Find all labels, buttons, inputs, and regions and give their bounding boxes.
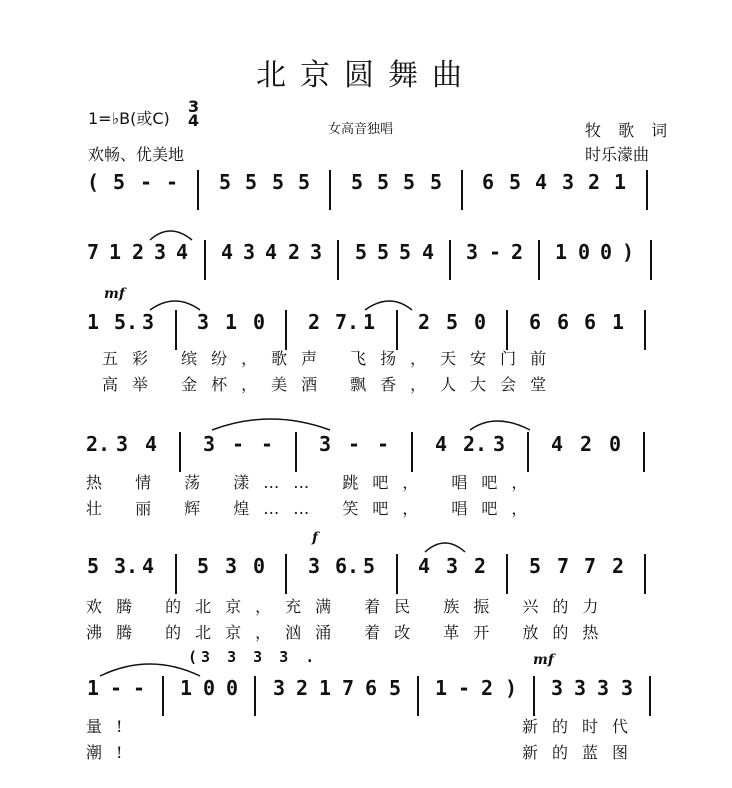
- note: 5: [354, 240, 368, 264]
- song-title: 北京圆舞曲: [256, 58, 476, 93]
- note: 2: [295, 676, 309, 700]
- note: -: [165, 170, 179, 194]
- note: 3.: [114, 554, 139, 578]
- note: 5: [528, 554, 542, 578]
- note: -: [347, 432, 361, 456]
- slur: [365, 301, 412, 310]
- note: 2: [510, 240, 524, 264]
- note: 0: [252, 310, 266, 334]
- note: 5: [362, 554, 376, 578]
- note: 5: [376, 170, 390, 194]
- note: 2: [307, 310, 321, 334]
- note: 3: [224, 554, 238, 578]
- note: 6: [364, 676, 378, 700]
- note: 3: [318, 432, 332, 456]
- time-signature-top: 3: [188, 97, 200, 116]
- note: -: [231, 432, 245, 456]
- note: 4: [264, 240, 278, 264]
- note: 5: [112, 170, 126, 194]
- note: 3: [620, 676, 634, 700]
- note: 4: [534, 170, 548, 194]
- note: (: [86, 170, 100, 194]
- note: 1: [179, 676, 193, 700]
- key-signature: 1=♭B(或C): [88, 109, 170, 128]
- note: 4: [417, 554, 431, 578]
- note: -: [376, 432, 390, 456]
- note: 3: [141, 310, 155, 334]
- performance-note: 女高音独唱: [328, 122, 394, 137]
- note: 1: [86, 310, 100, 334]
- note: 2: [417, 310, 431, 334]
- note: 7.: [335, 310, 360, 334]
- note: 3: [272, 676, 286, 700]
- note: 1: [611, 310, 625, 334]
- note: 3: [309, 240, 323, 264]
- note: 3: [561, 170, 575, 194]
- note: 6: [583, 310, 597, 334]
- note: 3: [196, 310, 210, 334]
- note: 2.: [463, 432, 488, 456]
- note: 1: [434, 676, 448, 700]
- time-signature-bottom: 4: [188, 111, 200, 130]
- slur: [425, 543, 465, 552]
- note: 5: [388, 676, 402, 700]
- note: 6: [556, 310, 570, 334]
- note: 4: [141, 554, 155, 578]
- note: 5: [398, 240, 412, 264]
- note: 3: [550, 676, 564, 700]
- lyric-line: 新的时代: [522, 717, 643, 736]
- note: 4: [434, 432, 448, 456]
- note: -: [109, 676, 123, 700]
- lyric-line: 新的蓝图: [522, 743, 643, 762]
- cue-notes: (3 3 3 3 .: [188, 648, 319, 666]
- lyricist-credit: 牧 歌 词: [585, 121, 674, 140]
- note: -: [260, 432, 274, 456]
- note: 5: [376, 240, 390, 264]
- note: 2: [480, 676, 494, 700]
- lyric-line: 壮 丽 辉 煌…… 笑吧， 唱吧，: [86, 499, 542, 518]
- note: -: [139, 170, 153, 194]
- note: 5: [297, 170, 311, 194]
- note: 5.: [114, 310, 139, 334]
- note: 3: [465, 240, 479, 264]
- note: 6.: [335, 554, 360, 578]
- lyric-line: 欢腾 的北京，充满 着民 族振 兴的力: [86, 597, 613, 616]
- note: 0: [577, 240, 591, 264]
- note: 3: [115, 432, 129, 456]
- dynamic-mf: mf: [104, 286, 125, 302]
- slur: [212, 419, 330, 430]
- note: 2: [473, 554, 487, 578]
- note: 1: [613, 170, 627, 194]
- note: 0: [599, 240, 613, 264]
- note: 1: [86, 676, 100, 700]
- note: 7: [556, 554, 570, 578]
- note: 3: [596, 676, 610, 700]
- note: 1: [362, 310, 376, 334]
- composer-credit: 时乐濛曲: [585, 145, 650, 164]
- note: 4: [144, 432, 158, 456]
- note: 3: [307, 554, 321, 578]
- slur: [150, 231, 192, 240]
- note: 0: [252, 554, 266, 578]
- lyric-line: 高举 金杯，美酒 飘香，人大会堂: [102, 375, 561, 394]
- note: 1: [224, 310, 238, 334]
- note: 2: [611, 554, 625, 578]
- dynamic-f: f: [312, 530, 319, 546]
- note: 5: [218, 170, 232, 194]
- note: 3: [153, 240, 167, 264]
- note: 4: [220, 240, 234, 264]
- note: 1: [318, 676, 332, 700]
- note: 0: [473, 310, 487, 334]
- note: 0: [225, 676, 239, 700]
- note: 2: [579, 432, 593, 456]
- note: -: [488, 240, 502, 264]
- note: -: [457, 676, 471, 700]
- note: 3: [242, 240, 256, 264]
- note: -: [132, 676, 146, 700]
- note: 2: [587, 170, 601, 194]
- note: 6: [528, 310, 542, 334]
- dynamic-mf: mf: [533, 652, 554, 668]
- note: 3: [202, 432, 216, 456]
- note: 5: [244, 170, 258, 194]
- note: 7: [341, 676, 355, 700]
- note: 5: [429, 170, 443, 194]
- note: 5: [402, 170, 416, 194]
- lyric-line: 热 情 荡 漾…… 跳吧， 唱吧，: [86, 473, 542, 492]
- slur: [470, 421, 530, 430]
- note: 4: [421, 240, 435, 264]
- note: 3: [573, 676, 587, 700]
- note: ): [621, 240, 635, 264]
- note: 2: [287, 240, 301, 264]
- lyric-line: 五彩 缤纷，歌声 飞扬，天安门前: [102, 349, 561, 368]
- note: 7: [86, 240, 100, 264]
- note: 1: [108, 240, 122, 264]
- note: 4: [550, 432, 564, 456]
- lyric-line: 沸腾 的北京，汹涌 着改 革开 放的热: [86, 623, 613, 642]
- note: 5: [271, 170, 285, 194]
- note: 4: [175, 240, 189, 264]
- tempo-mark: 欢畅、优美地: [88, 145, 185, 164]
- note: 5: [508, 170, 522, 194]
- note: 5: [196, 554, 210, 578]
- note: 3: [445, 554, 459, 578]
- slur: [100, 664, 200, 676]
- note: 6: [481, 170, 495, 194]
- note: 1: [554, 240, 568, 264]
- note: 3: [492, 432, 506, 456]
- lyric-line: 量!: [86, 717, 137, 736]
- note: 7: [583, 554, 597, 578]
- note: 0: [608, 432, 622, 456]
- note: 5: [445, 310, 459, 334]
- note: 5: [350, 170, 364, 194]
- note: 2: [131, 240, 145, 264]
- lyric-line: 潮!: [86, 743, 137, 762]
- slur: [150, 301, 200, 310]
- note: 0: [202, 676, 216, 700]
- note: ): [504, 676, 518, 700]
- note: 2.: [86, 432, 111, 456]
- note: 5: [86, 554, 100, 578]
